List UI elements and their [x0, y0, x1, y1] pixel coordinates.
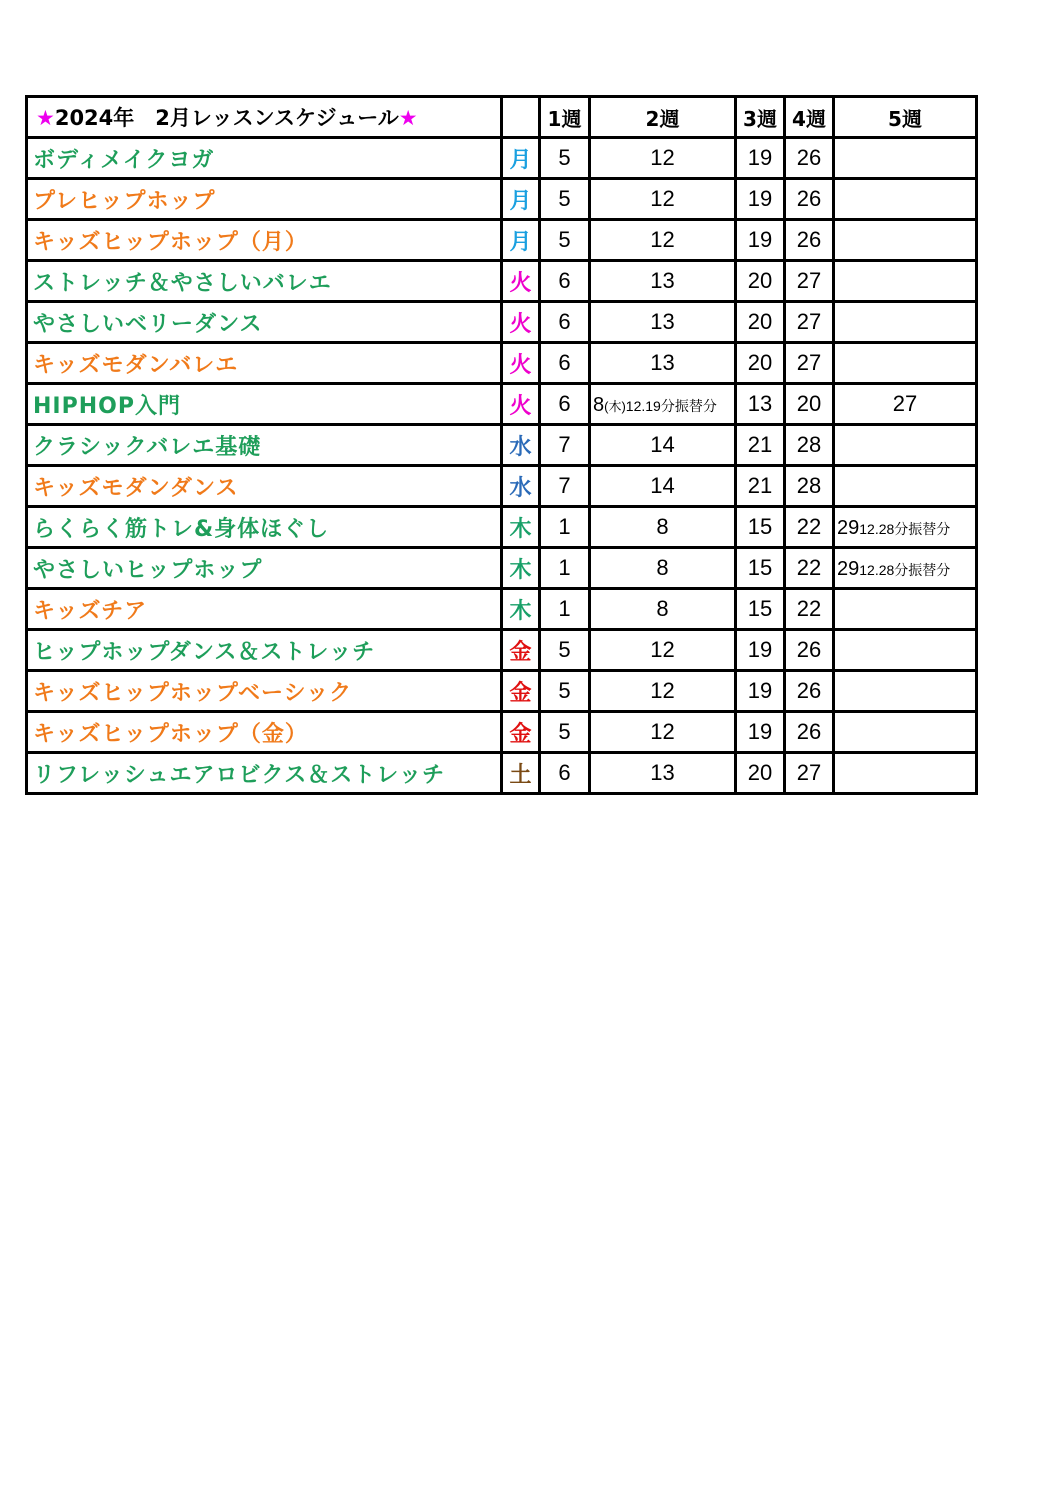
week-5-date — [834, 753, 977, 794]
week-3-date: 19 — [736, 671, 785, 712]
week-2-main: 8 — [593, 394, 605, 416]
table-row — [27, 507, 977, 548]
table-row — [27, 302, 977, 343]
week-5-date — [834, 589, 977, 630]
day-of-week: 月 — [502, 179, 540, 220]
week-2-date: 12 — [590, 220, 736, 261]
week-4-date: 27 — [785, 302, 834, 343]
table-row — [27, 138, 977, 179]
lesson-name: リフレッシュエアロビクス＆ストレッチ — [27, 753, 502, 794]
week-3-date: 21 — [736, 425, 785, 466]
week-3-date: 20 — [736, 753, 785, 794]
week-4-date: 26 — [785, 630, 834, 671]
week-4-date: 26 — [785, 671, 834, 712]
week-1-date: 6 — [540, 753, 590, 794]
week-2-date: 12 — [590, 179, 736, 220]
table-row — [27, 466, 977, 507]
week-3-date: 19 — [736, 220, 785, 261]
week-5-date — [834, 343, 977, 384]
week-2-date: 12 — [590, 138, 736, 179]
day-of-week: 火 — [502, 261, 540, 302]
schedule-body — [27, 138, 977, 794]
table-row — [27, 261, 977, 302]
week-2-date: 13 — [590, 343, 736, 384]
header-week-5: 5週 — [834, 97, 977, 138]
lesson-name: キッズモダンバレエ — [27, 343, 502, 384]
week-1-date: 1 — [540, 548, 590, 589]
table-row — [27, 753, 977, 794]
week-2-date: 13 — [590, 302, 736, 343]
week-2-day-note: (木) — [604, 399, 626, 414]
week-5-date — [834, 466, 977, 507]
week-5-date — [834, 261, 977, 302]
lesson-name: キッズヒップホップベーシック — [27, 671, 502, 712]
lesson-name: やさしいヒップホップ — [27, 548, 502, 589]
week-5-date — [834, 425, 977, 466]
week-4-date: 26 — [785, 220, 834, 261]
day-of-week: 土 — [502, 753, 540, 794]
week-2-date: 8 — [590, 507, 736, 548]
week-4-date: 27 — [785, 753, 834, 794]
week-3-date: 15 — [736, 507, 785, 548]
table-row — [27, 630, 977, 671]
week-5-main: 29 — [837, 558, 860, 580]
week-2-date: 8 — [590, 548, 736, 589]
week-3-date: 21 — [736, 466, 785, 507]
week-1-date: 5 — [540, 138, 590, 179]
week-4-date: 27 — [785, 261, 834, 302]
header-week-1: 1週 — [540, 97, 590, 138]
week-2-date: 13 — [590, 261, 736, 302]
week-4-date: 26 — [785, 179, 834, 220]
table-row — [27, 712, 977, 753]
table-row — [27, 220, 977, 261]
day-of-week: 火 — [502, 384, 540, 425]
week-5-main: 29 — [837, 517, 860, 539]
week-4-date: 22 — [785, 589, 834, 630]
day-of-week: 木 — [502, 507, 540, 548]
week-2-date: 14 — [590, 466, 736, 507]
week-5-date — [834, 507, 977, 548]
week-2-date: 12 — [590, 630, 736, 671]
header-week-3: 3週 — [736, 97, 785, 138]
day-of-week: 水 — [502, 425, 540, 466]
week-4-date: 20 — [785, 384, 834, 425]
week-4-date: 28 — [785, 466, 834, 507]
week-5-date — [834, 179, 977, 220]
week-1-date: 5 — [540, 671, 590, 712]
table-row — [27, 179, 977, 220]
week-4-date: 26 — [785, 138, 834, 179]
week-3-date: 19 — [736, 138, 785, 179]
week-5-date — [834, 220, 977, 261]
week-2-date: 12 — [590, 712, 736, 753]
header-week-2: 2週 — [590, 97, 736, 138]
day-of-week: 金 — [502, 712, 540, 753]
week-3-date: 19 — [736, 630, 785, 671]
lesson-name: プレヒップホップ — [27, 179, 502, 220]
table-row — [27, 589, 977, 630]
week-4-date: 26 — [785, 712, 834, 753]
week-5-makeup-note: 12.28分振替分 — [859, 562, 951, 578]
header-day — [502, 97, 540, 138]
star-icon-left: ★ — [36, 106, 55, 130]
week-5-date — [834, 548, 977, 589]
week-1-date: 1 — [540, 589, 590, 630]
table-row — [27, 384, 977, 425]
week-3-date: 20 — [736, 302, 785, 343]
week-1-date: 5 — [540, 179, 590, 220]
week-3-date: 20 — [736, 261, 785, 302]
week-1-date: 6 — [540, 261, 590, 302]
week-5-date — [834, 302, 977, 343]
week-1-date: 7 — [540, 425, 590, 466]
week-3-date: 15 — [736, 589, 785, 630]
week-5-date — [834, 138, 977, 179]
schedule-title — [27, 97, 502, 138]
lesson-name: キッズヒップホップ（金） — [27, 712, 502, 753]
week-3-date: 19 — [736, 712, 785, 753]
week-1-date: 6 — [540, 343, 590, 384]
day-of-week: 月 — [502, 220, 540, 261]
week-1-date: 5 — [540, 630, 590, 671]
week-4-date: 28 — [785, 425, 834, 466]
week-4-date: 22 — [785, 507, 834, 548]
week-2-date: 12 — [590, 671, 736, 712]
table-row — [27, 548, 977, 589]
lesson-name: やさしいベリーダンス — [27, 302, 502, 343]
week-3-date: 13 — [736, 384, 785, 425]
day-of-week: 水 — [502, 466, 540, 507]
lesson-name: ヒップホップダンス＆ストレッチ — [27, 630, 502, 671]
week-1-date: 1 — [540, 507, 590, 548]
week-1-date: 6 — [540, 384, 590, 425]
week-5-date — [834, 630, 977, 671]
week-4-date: 22 — [785, 548, 834, 589]
week-2-date: 13 — [590, 753, 736, 794]
week-2-date: 14 — [590, 425, 736, 466]
lesson-name: ボディメイクヨガ — [27, 138, 502, 179]
week-5-date — [834, 671, 977, 712]
table-row — [27, 671, 977, 712]
week-2-date — [590, 384, 736, 425]
week-3-date: 15 — [736, 548, 785, 589]
week-4-date: 27 — [785, 343, 834, 384]
day-of-week: 木 — [502, 548, 540, 589]
day-of-week: 火 — [502, 302, 540, 343]
table-row — [27, 343, 977, 384]
week-1-date: 5 — [540, 712, 590, 753]
day-of-week: 金 — [502, 671, 540, 712]
week-1-date: 5 — [540, 220, 590, 261]
week-1-date: 6 — [540, 302, 590, 343]
lesson-schedule-table — [25, 95, 978, 795]
lesson-name: キッズチア — [27, 589, 502, 630]
week-3-date: 19 — [736, 179, 785, 220]
week-5-date: 27 — [834, 384, 977, 425]
week-5-date — [834, 712, 977, 753]
week-5-makeup-note: 12.28分振替分 — [859, 521, 951, 537]
header-row — [27, 97, 977, 138]
lesson-name: クラシックバレエ基礎 — [27, 425, 502, 466]
day-of-week: 火 — [502, 343, 540, 384]
week-2-makeup-note: 12.19分振替分 — [625, 398, 717, 414]
title-text: 2024年 2月レッスンスケジュール — [54, 106, 399, 130]
lesson-name: キッズヒップホップ（月） — [27, 220, 502, 261]
lesson-name: HIPHOP入門 — [27, 384, 502, 425]
week-2-date: 8 — [590, 589, 736, 630]
star-icon-right: ★ — [398, 106, 418, 130]
lesson-name: ストレッチ＆やさしいバレエ — [27, 261, 502, 302]
day-of-week: 月 — [502, 138, 540, 179]
lesson-name: キッズモダンダンス — [27, 466, 502, 507]
day-of-week: 金 — [502, 630, 540, 671]
day-of-week: 木 — [502, 589, 540, 630]
header-week-4: 4週 — [785, 97, 834, 138]
table-row — [27, 425, 977, 466]
lesson-name: らくらく筋トレ&身体ほぐし — [27, 507, 502, 548]
week-3-date: 20 — [736, 343, 785, 384]
week-1-date: 7 — [540, 466, 590, 507]
